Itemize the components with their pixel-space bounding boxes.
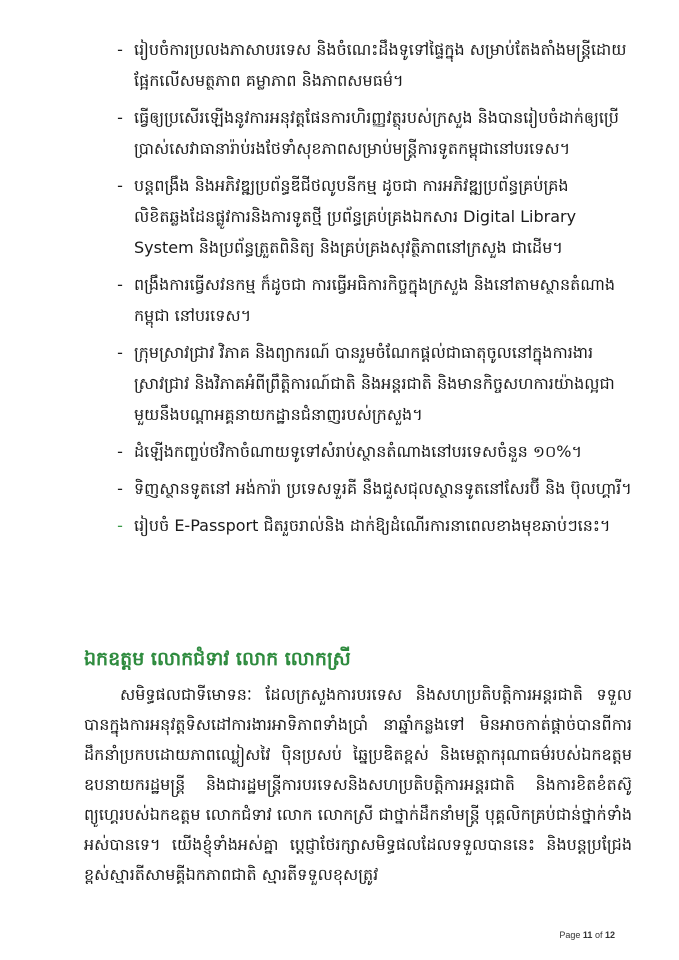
bullet-dash: - — [117, 516, 123, 535]
page-current: 11 — [582, 930, 593, 940]
bullet-dash: - — [117, 40, 123, 59]
list-item-text: ធ្វើឲ្យប្រសើរឡើងនូវការអនុវត្តផែនការហិរញ្ញវត្ថុរបស់ក្រសួង និងបានរៀបចំដាក់ឲ្យប្រើប្រាស់សេវាធានារ៉ាប់រងថែទាំសុខភាពសម្រាប់មន្ត្រីការទូតកម្ពុជានៅបរទេស។ — [134, 108, 619, 158]
list-item — [112, 170, 632, 263]
bullet-dash: - — [117, 479, 123, 498]
page-number — [559, 930, 615, 940]
list-item-text: បន្តពង្រឹង និងអភិវឌ្ឍប្រព័ន្ធឌីជីថលូបនីកម្ម ដូចជា ការអភិវឌ្ឍប្រព័ន្ធគ្រប់គ្រងលិខិតឆ្លងដែនផ្លូវការនិងការទូតថ្មី ប្រព័ន្ធគ្រប់គ្រងឯកសារ Digital Library System និងប្រព័ន្ធត្រួតពិនិត្យ និងគ្រប់គ្រងសុវត្ថិភាពនៅក្រសួង ជាដើម។ — [134, 176, 577, 257]
list-item-text: រៀបចំការប្រលងភាសាបរទេស និងចំណេះដឹងទូទៅផ្ទៃក្នុង សម្រាប់តែងតាំងមន្ត្រីដោយផ្អែកលើសមត្ថភាព គម្លាភាព និងភាពសមធម៌។ — [134, 40, 627, 90]
list-item — [112, 34, 632, 96]
list-item — [112, 436, 632, 467]
bullet-dash: - — [117, 343, 123, 362]
of-word: of — [594, 930, 603, 940]
page-word: Page — [559, 930, 581, 940]
list-item-text: ដំឡើងកញ្ចប់ថវិកាចំណាយទូទៅសំរាប់ស្ថានតំណាងនៅបរទេសចំនួន ១០%។ — [134, 442, 583, 461]
bullet-dash: - — [117, 442, 123, 461]
list-item — [112, 473, 632, 504]
list-item-text: រៀបចំ E-Passport ជិតរួចរាល់និង ដាក់ឱ្យដំណើរការនាពេលខាងមុខឆាប់ៗនេះ។ — [134, 516, 611, 535]
list-item — [112, 337, 632, 430]
section-heading: ឯកឧត្តម លោកជំទាវ លោក លោកស្រី — [84, 648, 351, 670]
list-item-text: ពង្រឹងការធ្វើសវនកម្ម ក៏ដូចជា ការធ្វើអធិការកិច្ចក្នុងក្រសួង និងនៅតាមស្ថានតំណាងកម្ពុជា នៅបរទេស។ — [134, 275, 616, 325]
bullet-dash: - — [117, 275, 123, 294]
page-total: 12 — [604, 930, 615, 940]
achievement-list — [112, 34, 632, 547]
bullet-dash: - — [117, 176, 123, 195]
body-paragraph: សមិទ្ធផលជាទីមោទនៈ ដែលក្រសួងការបរទេស និងសហប្រតិបត្តិការអន្តរជាតិ ទទួលបានក្នុងការអនុវត្តទិសដៅការងារអាទិភាពទាំងប្រាំ នាឆ្នាំកន្លងទៅ មិនអាចកាត់ផ្ដាច់បានពីការដឹកនាំប្រកបដោយភាពឈ្លៀសវៃ ប៉ិនប្រសប់ ឆ្នៃប្រឌិតខ្ពស់ និងមេត្តាករុណាធម៌របស់ឯកឧត្តមឧបនាយករដ្ឋមន្ត្រី និងជារដ្ឋមន្ត្រីការបរទេសនិងសហប្រតិបត្តិការអន្តរជាតិ និងការខិតខំតស៊ូព្យូហ្គេរបស់ឯកឧត្តម លោកជំទាវ លោក លោកស្រី ជាថ្នាក់ដឹកនាំមន្ត្រី បុគ្គលិកគ្រប់ជាន់ថ្នាក់ទាំងអស់បានទេ។ យើងខ្ញុំទាំងអស់គ្នា ប្ដេជ្ញាថែរក្សាសមិទ្ធផលដែលទទួលបាននេះ និងបន្តប្រជ្រែងខ្ពស់ស្មារតីសាមគ្គីឯកភាពជាតិ ស្មារតីទទួលខុសត្រូវ — [84, 685, 632, 884]
bullet-dash: - — [117, 108, 123, 127]
list-item — [112, 102, 632, 164]
list-item — [112, 269, 632, 331]
list-item-text: ក្រុមស្រាវជ្រាវ វិភាគ និងព្យាករណ៍ បានរួមចំណែកផ្ដល់ជាធាតុចូលនៅក្នុងការងារស្រាវជ្រាវ និងវិភាគអំពីព្រឹត្តិការណ៍ជាតិ និងអន្តរជាតិ និងមានកិច្ចសហការយ៉ាងល្អជាមួយនឹងបណ្ដាអគ្គនាយកដ្ឋានជំនាញរបស់ក្រសួង។ — [134, 343, 615, 424]
list-item-text: ទិញស្ថានទូតនៅ អង់ការ៉ា ប្រទេសទួរគី នឹងជួសជុលស្ថានទូតនៅសែរប៊ី និង ប៊ុលហ្គារី។ — [134, 479, 632, 498]
list-item — [112, 510, 632, 541]
